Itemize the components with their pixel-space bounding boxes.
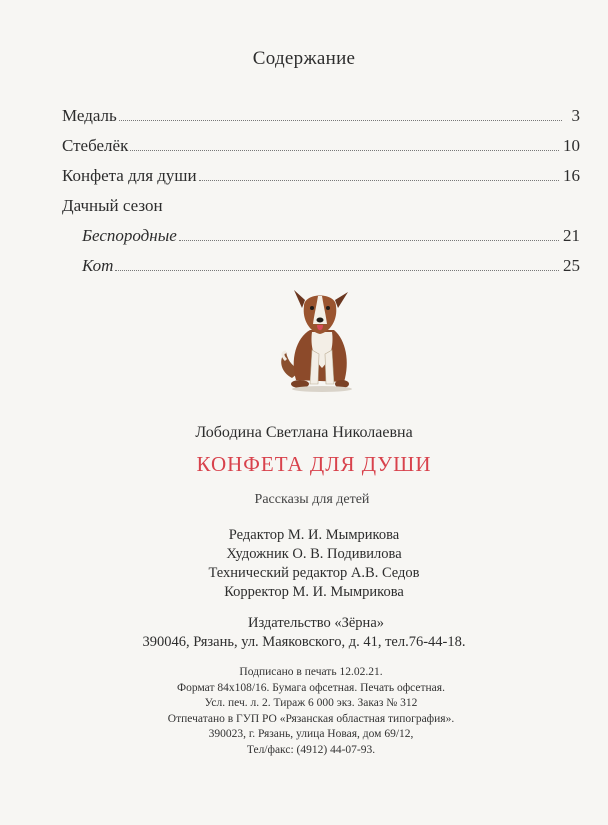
toc-item-label: Медаль bbox=[62, 106, 117, 125]
toc-item-page: 21 bbox=[563, 226, 580, 245]
publisher-address: 390046, Рязань, ул. Маяковского, д. 41, тел.76-44-18. bbox=[142, 634, 466, 650]
toc-leader-dots bbox=[119, 119, 562, 121]
credits-block bbox=[0, 526, 608, 602]
toc-title: Содержание bbox=[252, 48, 356, 69]
credit-tech-editor: Технический редактор А.В. Седов bbox=[208, 565, 420, 581]
toc-item-page: 16 bbox=[563, 166, 580, 185]
toc-item-page: 25 bbox=[563, 256, 580, 275]
toc-subitem bbox=[62, 216, 580, 246]
toc-leader-dots bbox=[199, 179, 559, 181]
credit-artist: Художник О. В. Подивилова bbox=[226, 546, 402, 562]
toc-subitem bbox=[62, 246, 580, 276]
toc-section bbox=[62, 186, 580, 216]
toc-item-label: Беспородные bbox=[82, 226, 177, 245]
toc-item-page: 3 bbox=[571, 106, 580, 125]
book-author: Лободина Светлана Николаевна bbox=[195, 424, 413, 441]
toc-leader-dots bbox=[130, 149, 559, 151]
imprint-signed: Подписано в печать 12.02.21. bbox=[239, 666, 383, 678]
publisher-block bbox=[0, 614, 608, 652]
imprint-format: Формат 84x108/16. Бумага офсетная. Печать офсетная. bbox=[177, 681, 445, 694]
toc-leader-dots bbox=[115, 269, 559, 271]
publisher-name: Издательство «Зёрна» bbox=[247, 615, 385, 631]
toc-item-label: Кот bbox=[82, 256, 114, 275]
toc-item bbox=[62, 96, 580, 126]
imprint-printed-at: Отпечатано в ГУП РО «Рязанская областная типография». bbox=[167, 712, 455, 725]
toc-item-label: Стебелёк bbox=[62, 136, 129, 155]
imprint-printer-address: 390023, г. Рязань, улица Новая, дом 69/12, bbox=[208, 728, 414, 740]
imprint-block bbox=[0, 665, 608, 758]
toc-section-label: Дачный сезон bbox=[62, 196, 163, 215]
imprint-phone: Тел/факс: (4912) 44-07-93. bbox=[246, 743, 376, 756]
table-of-contents bbox=[62, 96, 580, 276]
toc-item-label: Конфета для души bbox=[62, 166, 197, 185]
credit-proofreader: Корректор М. И. Мымрикова bbox=[224, 584, 404, 600]
book-genre: Рассказы для детей bbox=[254, 492, 370, 507]
credit-editor: Редактор М. И. Мымрикова bbox=[228, 527, 400, 543]
dog-illustration-icon bbox=[272, 280, 364, 395]
toc-item bbox=[62, 156, 580, 186]
toc-item-page: 10 bbox=[563, 136, 580, 155]
book-title: КОНФЕТА ДЛЯ ДУШИ bbox=[196, 452, 432, 476]
imprint-print-run: Усл. печ. л. 2. Тираж 6 000 экз. Заказ № 312 bbox=[204, 697, 418, 709]
toc-item bbox=[62, 126, 580, 156]
toc-leader-dots bbox=[179, 239, 559, 241]
